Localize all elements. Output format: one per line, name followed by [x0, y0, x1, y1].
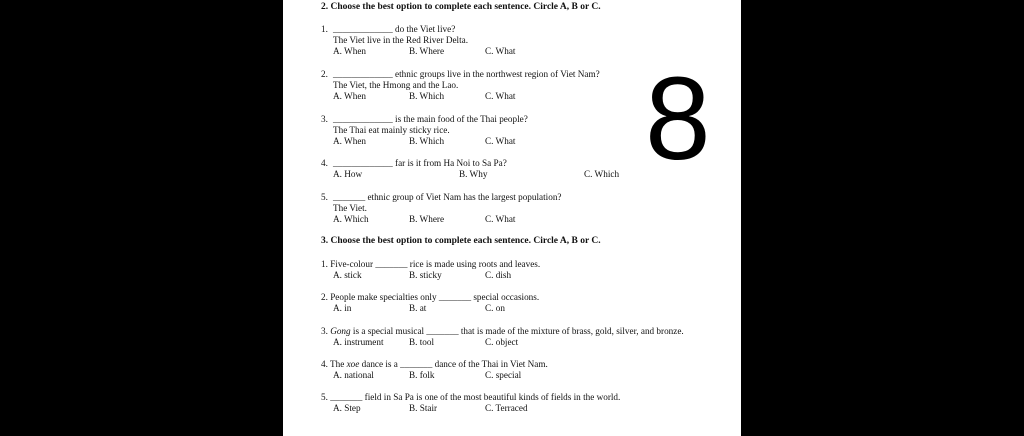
option-b[interactable]: B. folk [409, 370, 435, 380]
worksheet-page [283, 0, 741, 436]
option-b[interactable]: B. sticky [409, 270, 442, 280]
question-number: 4. [321, 158, 328, 168]
question-line: 1. Five-colour _______ rice is made using roots and leaves. [321, 259, 541, 269]
option-b[interactable]: B. Which [409, 136, 445, 146]
answer-hint: The Viet. [333, 203, 367, 213]
option-c[interactable]: C. Terraced [485, 403, 528, 413]
answer-hint: The Thai eat mainly sticky rice. [333, 125, 450, 135]
line-prefix: 4. The [321, 359, 347, 369]
line-prefix: 3. [321, 326, 331, 336]
section-2-heading: 2. Choose the best option to complete each sentence. Circle A, B or C. [321, 2, 601, 12]
left-black-bar [0, 0, 283, 436]
option-c[interactable]: C. What [485, 214, 516, 224]
option-a[interactable]: A. Step [333, 403, 361, 413]
option-c[interactable]: C. What [485, 46, 516, 56]
option-a[interactable]: A. When [333, 91, 366, 101]
option-b[interactable]: B. Which [409, 91, 445, 101]
overlay-digit: 8 [645, 53, 711, 185]
italic-term: Gong [330, 326, 351, 336]
question-number: 5. [321, 192, 328, 202]
option-a[interactable]: A. When [333, 46, 366, 56]
option-c[interactable]: C. dish [485, 270, 512, 280]
italic-term: xoe [346, 359, 360, 369]
question-stem: _____________ do the Viet live? [333, 24, 456, 34]
option-a[interactable]: A. in [333, 303, 352, 313]
option-a[interactable]: A. When [333, 136, 366, 146]
question-number: 1. [321, 24, 328, 34]
line-suffix: is a special musical _______ that is made of the mixture of brass, gold, silver, and bronze. [350, 326, 684, 336]
option-a[interactable]: A. stick [333, 270, 362, 280]
question-number: 3. [321, 114, 328, 124]
question-line [321, 359, 548, 370]
option-b[interactable]: B. tool [409, 337, 435, 347]
option-a[interactable]: A. Which [333, 214, 369, 224]
question-stem: _____________ ethnic groups live in the northwest region of Viet Nam? [333, 69, 600, 79]
option-c[interactable]: C. object [485, 337, 519, 347]
option-b[interactable]: B. at [409, 303, 427, 313]
option-a[interactable]: A. How [333, 169, 363, 179]
right-black-bar [741, 0, 1024, 436]
option-b[interactable]: B. Stair [409, 403, 438, 413]
line-suffix: dance is a _______ dance of the Thai in Viet Nam. [359, 359, 548, 369]
question-line: 5. _______ field in Sa Pa is one of the most beautiful kinds of fields in the world. [321, 392, 621, 402]
question-stem: _____________ far is it from Ha Noi to Sa Pa? [333, 158, 507, 168]
option-b[interactable]: B. Where [409, 46, 445, 56]
option-c[interactable]: C. on [485, 303, 505, 313]
option-c[interactable]: C. What [485, 91, 516, 101]
option-c[interactable]: C. Which [584, 169, 620, 179]
section-3-heading: 3. Choose the best option to complete each sentence. Circle A, B or C. [321, 236, 601, 246]
answer-hint: The Viet, the Hmong and the Lao. [333, 80, 459, 90]
answer-hint: The Viet live in the Red River Delta. [333, 35, 469, 45]
option-a[interactable]: A. national [333, 370, 374, 380]
question-line [321, 326, 684, 337]
option-b[interactable]: B. Why [459, 169, 488, 179]
question-number: 2. [321, 69, 328, 79]
question-stem: _______ ethnic group of Viet Nam has the largest population? [333, 192, 562, 202]
question-stem: _____________ is the main food of the Thai people? [333, 114, 528, 124]
option-c[interactable]: C. What [485, 136, 516, 146]
option-b[interactable]: B. Where [409, 214, 445, 224]
question-line: 2. People make specialties only _______ special occasions. [321, 292, 540, 302]
option-c[interactable]: C. special [485, 370, 522, 380]
option-a[interactable]: A. instrument [333, 337, 384, 347]
